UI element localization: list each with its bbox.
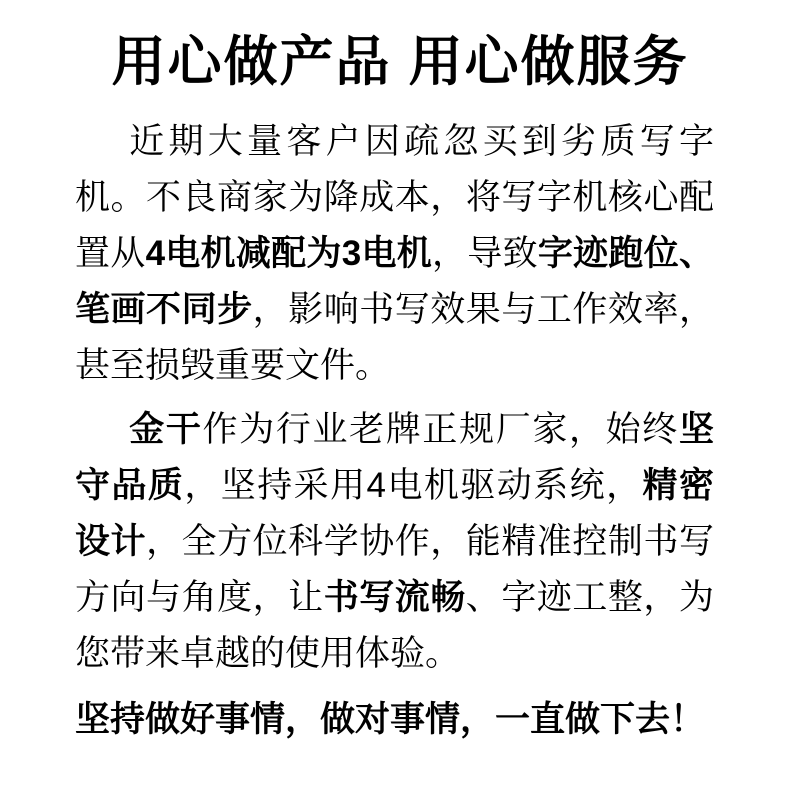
slogan-line: 坚持做好事情，做对事情，一直做下去！ [75,700,706,739]
text-segment: ，导致 [432,234,538,273]
text-segment-bold: 精密设计 [75,466,714,561]
paragraph-1 [75,114,714,394]
text-segment-bold: 坚守品质 [75,410,714,505]
text-segment-bold: 书写流畅 [323,578,466,617]
text-segment: 、字迹工整，为您带来卓越的使用体验。 [75,578,714,673]
text-segment: 近期大量客户因疏忽买到劣质写字机。不良商家为降成本，将写字机核心配置从 [75,122,714,273]
text-segment: 作为行业老牌正规厂家，始终 [202,410,679,449]
text-segment-bold: 4电机减配为3电机 [145,234,433,273]
paragraph-2 [75,402,714,682]
text-segment-bold: 金干 [129,410,203,449]
body-text [75,114,714,682]
text-segment: ，全方位科学协作，能精准控制书写方向与角度，让 [75,522,714,617]
page-title: 用心做产品 用心做服务 [111,32,689,92]
text-segment-bold: 字迹跑位、笔画不同步 [75,234,714,329]
text-segment: ，坚持采用4电机驱动系统， [184,466,643,505]
text-segment: ，影响书写效果与工作效率，甚至损毁重要文件。 [75,290,714,385]
